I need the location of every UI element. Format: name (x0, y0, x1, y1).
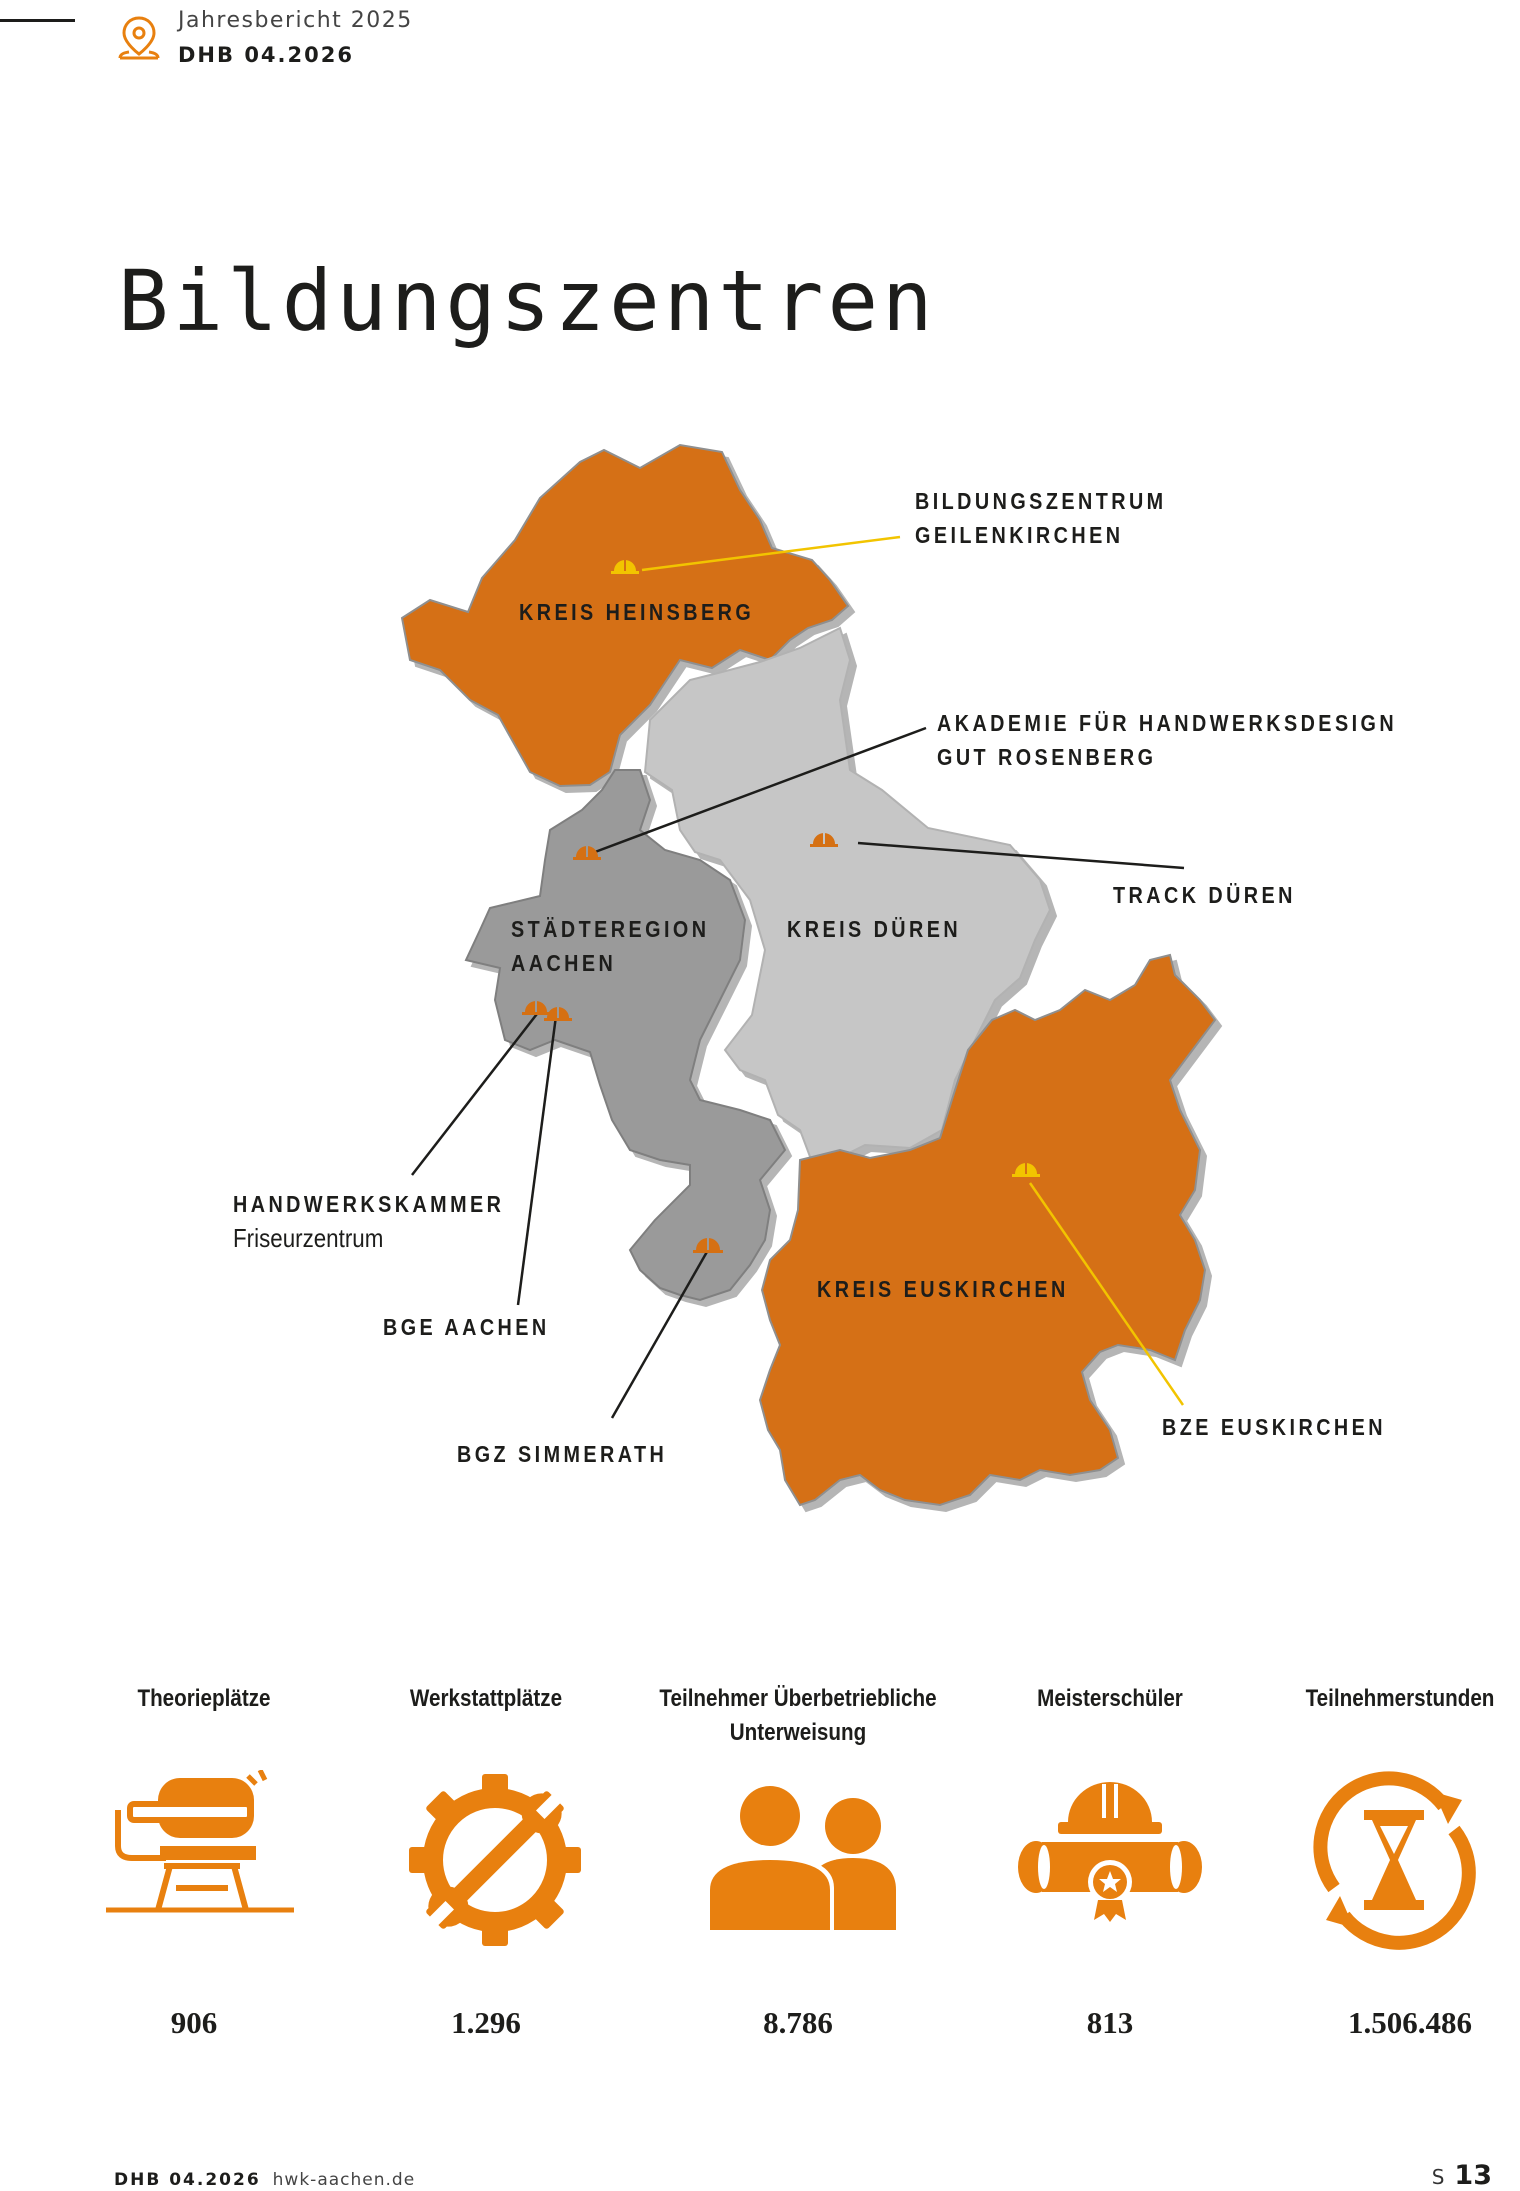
stat-label-teilnehmer: Teilnehmer Überbetriebliche Unterweisung (659, 1685, 937, 1746)
stat-label-werkstattplaetze: Werkstattplätze (409, 1685, 563, 1712)
center-label-handwerkskammer-line1: HANDWERKSKAMMER (233, 1191, 505, 1217)
workbench-icon (100, 1770, 300, 1950)
report-title: Jahresbericht 2025 (178, 8, 413, 33)
leader-handwerkskammer (412, 1010, 540, 1175)
stat-label-theorieplaetze: Theorieplätze (137, 1685, 271, 1712)
region-label-aachen-line1: STÄDTEREGION (511, 916, 710, 942)
footer-page-number: 13 (1454, 2160, 1492, 2191)
footer-left (114, 2170, 415, 2190)
center-label-track-dueren: TRACK DÜREN (1113, 882, 1296, 908)
gear-wrench-icon (395, 1770, 595, 1950)
stat-value-meisterschueler: 813 (1086, 2005, 1134, 2040)
region-label-heinsberg: KREIS HEINSBERG (519, 599, 755, 625)
footer-page (1432, 2160, 1492, 2191)
footer-page-prefix: S (1431, 2165, 1445, 2189)
center-label-rosenberg-line1: AKADEMIE FÜR HANDWERKSDESIGN (937, 710, 1398, 736)
stat-value-theorieplaetze: 906 (170, 2005, 218, 2040)
center-label-handwerkskammer (233, 1187, 504, 1255)
center-label-euskirchen: BZE EUSKIRCHEN (1162, 1414, 1387, 1440)
center-label-geilenkirchen (915, 484, 1167, 552)
issue-label: DHB 04.2026 (178, 43, 354, 67)
center-label-rosenberg (937, 706, 1397, 774)
center-label-bge-aachen: BGE AACHEN (383, 1314, 550, 1340)
footer-site[interactable]: hwk-aachen.de (272, 2170, 416, 2190)
leader-bge-aachen (518, 1016, 556, 1305)
stat-value-teilnehmer: 8.786 (763, 2005, 833, 2040)
center-label-simmerath: BGZ SIMMERATH (457, 1441, 668, 1467)
stat-value-werkstattplaetze: 1.296 (451, 2005, 521, 2040)
footer-issue: DHB 04.2026 (114, 2170, 261, 2190)
stat-value-teilnehmerstunden: 1.506.486 (1348, 2005, 1472, 2040)
center-label-geilenkirchen-line1: BILDUNGSZENTRUM (915, 488, 1167, 514)
center-label-handwerkskammer-line2: Friseurzentrum (233, 1223, 384, 1253)
region-label-aachen-line2: AACHEN (511, 950, 617, 976)
helmet-diploma-icon (1010, 1770, 1210, 1950)
center-label-geilenkirchen-line2: GEILENKIRCHEN (915, 522, 1124, 548)
people-icon (698, 1770, 898, 1950)
stat-label-teilnehmerstunden: Teilnehmerstunden (1305, 1685, 1495, 1712)
hourglass-cycle-icon (1294, 1770, 1494, 1950)
region-label-euskirchen: KREIS EUSKIRCHEN (817, 1276, 1069, 1302)
region-label-dueren: KREIS DÜREN (787, 916, 962, 942)
region-label-aachen (511, 912, 709, 980)
stat-label-meisterschueler: Meisterschüler (1037, 1685, 1183, 1712)
page-title: Bildungszentren (118, 252, 937, 350)
center-label-rosenberg-line2: GUT ROSENBERG (937, 744, 1157, 770)
